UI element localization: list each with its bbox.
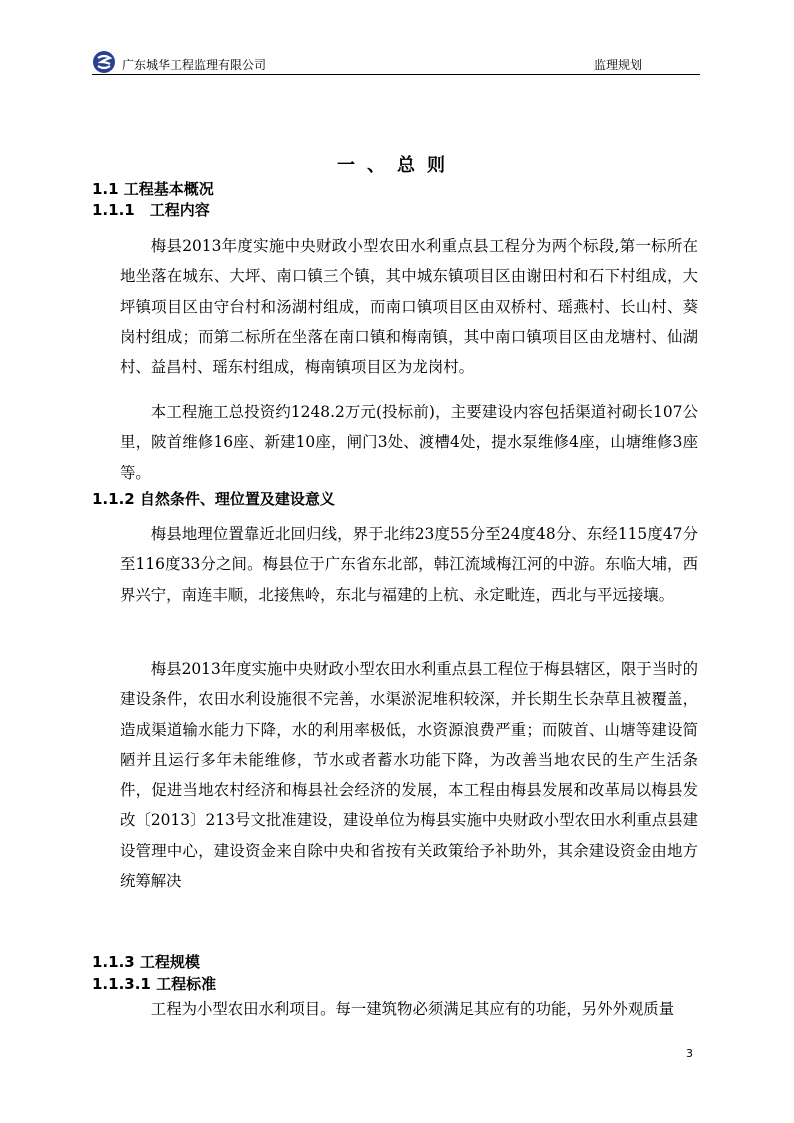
company-name: 广东城华工程监理有限公司	[122, 58, 267, 72]
page-number: 3	[686, 1047, 693, 1060]
paragraph-significance: 梅县2013年度实施中央财政小型农田水利重点县工程位于梅县辖区，限于当时的建设条件，农田水利设施很不完善，水渠淤泥堆积较深，并长期生长杂草且被覆盖，造成渠道输水能力下降，水的利用率极低，水资源浪费严重；而陂首、山塘等建设简陋并且运行多年未能维修，节水或者蓄水功能下降，为改善当地农民的生产生活条件，促进当地农村经济和梅县社会经济的发展，本工程由梅县发展和改革局以梅县发改〔2013〕213号文批准建设，建设单位为梅县实施中央财政小型农田水利重点县建设管理中心，建设资金来自除中央和省按有关政策给予补助外，其余建设资金由地方统筹解决	[120, 660, 698, 891]
section-heading-1-1: 1.1 工程基本概况	[92, 180, 214, 198]
paragraph-investment: 本工程施工总投资约1248.2万元(投标前)，主要建设内容包括渠道衬砌长107公里，陂首维修16座、新建10座，闸门3处、渡槽4处，提水泵维修4座，山塘维修3座等。	[120, 403, 698, 482]
paragraph-standard: 工程为小型农田水利项目。每一建筑物必须满足其应有的功能，另外外观质量	[150, 1000, 675, 1018]
paragraph-geography: 梅县地理位置靠近北回归线，界于北纬23度55分至24度48分、东经115度47分至116度33分之间。梅县位于广东省东北部，韩江流域梅江河的中游。东临大埔，西界兴宁，南连丰顺，北接焦岭，东北与福建的上杭、永定毗连，西北与平远接壤。	[120, 525, 698, 604]
section-heading-1-1-1: 1.1.1 工程内容	[92, 201, 210, 219]
company-logo-icon	[92, 50, 116, 74]
section-heading-1-1-2: 1.1.2 自然条件、理位置及建设意义	[92, 490, 335, 508]
page-header	[92, 50, 700, 75]
document-type: 监理规划	[593, 58, 642, 72]
section-heading-1-1-3: 1.1.3 工程规模	[92, 953, 200, 971]
chapter-title: 一、总则	[337, 155, 457, 176]
paragraph-project-content: 梅县2013年度实施中央财政小型农田水利重点县工程分为两个标段,第一标所在地坐落在城东、大坪、南口镇三个镇，其中城东镇项目区由谢田村和石下村组成，大坪镇项目区由守台村和汤湖村组成，而南口镇项目区由双桥村、瑶燕村、长山村、葵岗村组成；而第二标所在坐落在南口镇和梅南镇，其中南口镇项目区由龙塘村、仙湖村、益昌村、瑶东村组成，梅南镇项目区为龙岗村。	[120, 237, 698, 377]
section-heading-1-1-3-1: 1.1.3.1 工程标准	[92, 975, 217, 993]
